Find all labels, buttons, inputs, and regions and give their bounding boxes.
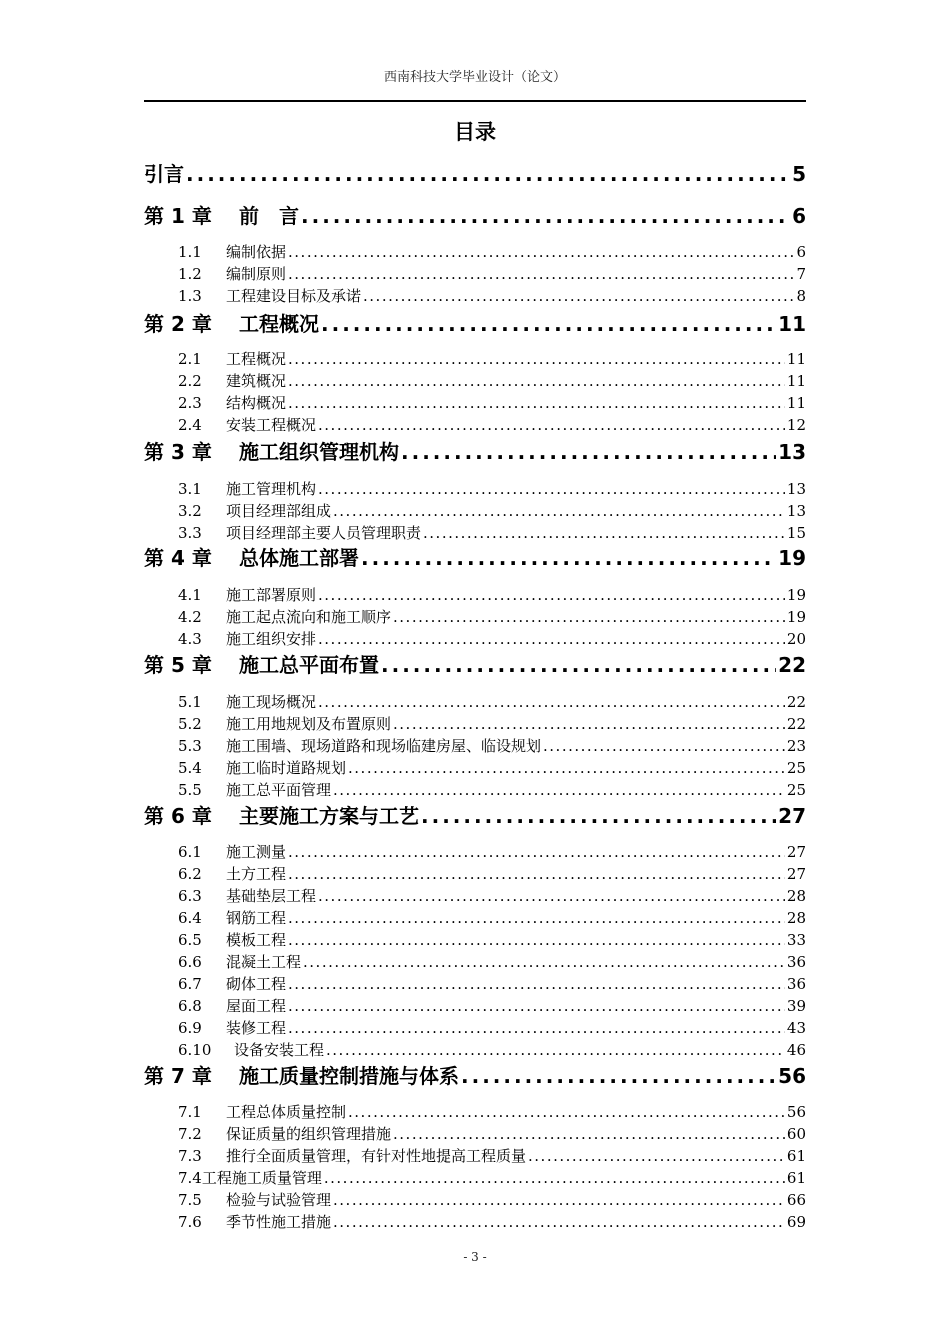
toc-entry-page: 19	[786, 608, 806, 626]
dot-leader	[318, 480, 785, 498]
toc-entry-page: 11	[786, 372, 806, 390]
toc-section-entry[interactable]	[144, 907, 806, 927]
toc-entry-page: 19	[786, 586, 806, 604]
toc-entry-title: 安装工程概况	[226, 416, 317, 434]
dot-leader	[321, 312, 776, 336]
toc-entry-number: 6.2	[178, 865, 202, 883]
toc-chapter-entry[interactable]	[144, 800, 806, 826]
dot-leader	[333, 1191, 785, 1209]
toc-entry-title: 保证质量的组织管理措施	[226, 1125, 392, 1143]
toc-entry-number: 4.2	[178, 608, 202, 626]
toc-entry-heading	[144, 542, 359, 571]
toc-section-entry[interactable]	[144, 995, 806, 1015]
toc-entry-title: 季节性施工措施	[226, 1213, 332, 1231]
toc-entry-number: 2.1	[178, 350, 202, 368]
page-number: - 3 -	[463, 1250, 487, 1264]
toc-entry-page: 27	[786, 843, 806, 861]
toc-section-entry[interactable]	[144, 370, 806, 390]
toc-entry-number: 1.2	[178, 265, 202, 283]
toc-entry-heading	[144, 929, 286, 950]
toc-entry-title: 工程总体质量控制	[226, 1103, 347, 1121]
dot-leader	[186, 162, 790, 186]
toc-entry-number: 3.2	[178, 502, 202, 520]
toc-entry-number: 第 5 章	[144, 653, 212, 677]
toc-entry-heading	[144, 691, 316, 712]
toc-section-entry[interactable]	[144, 973, 806, 993]
toc-section-entry[interactable]	[144, 779, 806, 799]
dot-leader	[288, 372, 785, 390]
dot-leader	[288, 931, 785, 949]
toc-entry-title: 砌体工程	[226, 975, 287, 993]
toc-entry-title: 项目经理部组成	[226, 502, 332, 520]
dot-leader	[318, 630, 785, 648]
toc-entry-heading	[144, 1167, 322, 1188]
dot-leader	[421, 804, 776, 828]
toc-entry-number: 2.2	[178, 372, 202, 390]
toc-section-entry[interactable]	[144, 735, 806, 755]
dot-leader	[423, 524, 785, 542]
toc-entry-page: 22	[786, 693, 806, 711]
toc-entry-heading	[144, 1145, 526, 1166]
toc-entry-heading	[144, 263, 286, 284]
toc-section-entry[interactable]	[144, 522, 806, 542]
dot-leader	[318, 416, 785, 434]
toc-entry-page: 13	[786, 502, 806, 520]
toc-entry-heading	[144, 158, 184, 187]
toc-entry-title: 施工围墙、现场道路和现场临建房屋、临设规划	[226, 737, 542, 755]
toc-entry-title: 工程概况	[226, 350, 287, 368]
toc-entry-heading	[144, 907, 286, 928]
toc-entry-heading	[144, 1039, 324, 1060]
toc-entry-page: 13	[786, 480, 806, 498]
dot-leader	[288, 243, 794, 261]
dot-leader	[393, 715, 785, 733]
toc-entry-title: 项目经理部主要人员管理职责	[226, 524, 422, 542]
toc-entry-title: 模板工程	[226, 931, 287, 949]
toc-entry-number: 7.4	[178, 1169, 202, 1187]
toc-entry-page: 36	[786, 953, 806, 971]
toc-section-entry[interactable]	[144, 713, 806, 733]
toc-entry-title: 施工临时道路规划	[226, 759, 347, 777]
toc-entry-heading	[144, 370, 286, 391]
toc-entry-number: 2.4	[178, 416, 202, 434]
toc-entry-number: 5.3	[178, 737, 202, 755]
toc-entry-page: 36	[786, 975, 806, 993]
toc-entry-page: 12	[786, 416, 806, 434]
toc-entry-heading	[144, 1101, 346, 1122]
toc-entry-heading	[144, 1017, 286, 1038]
toc-entry-number: 6.7	[178, 975, 202, 993]
toc-section-entry[interactable]	[144, 348, 806, 368]
toc-entry-number: 第 4 章	[144, 546, 212, 570]
toc-section-entry[interactable]	[144, 841, 806, 861]
toc-entry-heading	[144, 841, 286, 862]
toc-entry-heading	[144, 951, 301, 972]
dot-leader	[318, 693, 785, 711]
toc-entry-page: 61	[786, 1169, 806, 1187]
toc-entry-number: 6.5	[178, 931, 202, 949]
toc-entry-heading	[144, 757, 346, 778]
toc-entry-title: 施工起点流向和施工顺序	[226, 608, 392, 626]
dot-leader	[288, 865, 785, 883]
toc-entry-heading	[144, 863, 286, 884]
dot-leader	[543, 737, 785, 755]
toc-entry-heading	[144, 713, 391, 734]
toc-entry-page: 19	[778, 546, 806, 570]
toc-entry-page: 11	[786, 394, 806, 412]
toc-entry-title: 前 言	[239, 204, 299, 228]
toc-entry-page: 27	[786, 865, 806, 883]
toc-entry-title: 设备安装工程	[234, 1041, 325, 1059]
dot-leader	[324, 1169, 785, 1187]
toc-entry-heading	[144, 308, 319, 337]
toc-section-entry[interactable]	[144, 951, 806, 971]
toc-entry-page: 69	[786, 1213, 806, 1231]
toc-entry-title: 施工总平面布置	[239, 653, 379, 677]
toc-section-entry[interactable]	[144, 929, 806, 949]
toc-entry-heading	[144, 628, 316, 649]
toc-entry-page: 11	[778, 312, 806, 336]
dot-leader	[401, 440, 776, 464]
toc-entry-number: 7.2	[178, 1125, 202, 1143]
toc-entry-heading	[144, 649, 379, 678]
toc-entry-number: 第 1 章	[144, 204, 212, 228]
toc-entry-title: 施工组织管理机构	[239, 440, 399, 464]
toc-entry-page: 22	[786, 715, 806, 733]
dot-leader	[326, 1041, 785, 1059]
toc-section-entry[interactable]	[144, 885, 806, 905]
toc-entry-heading	[144, 606, 391, 627]
dot-leader	[333, 1213, 785, 1231]
toc-entry-number: 7.5	[178, 1191, 202, 1209]
toc-section-entry[interactable]	[144, 1167, 806, 1187]
toc-entry-page: 6	[796, 243, 806, 261]
toc-entry-heading	[144, 348, 286, 369]
toc-entry-number: 6.4	[178, 909, 202, 927]
toc-entry-number: 5.1	[178, 693, 202, 711]
toc-entry-number: 6.6	[178, 953, 202, 971]
toc-section-entry[interactable]	[144, 478, 806, 498]
dot-leader	[288, 843, 785, 861]
toc-entry-heading	[144, 735, 541, 756]
toc-entry-title: 检验与试验管理	[226, 1191, 332, 1209]
toc-section-entry[interactable]	[144, 1189, 806, 1209]
toc-entry-page: 56	[786, 1103, 806, 1121]
toc-section-entry[interactable]	[144, 1211, 806, 1231]
toc-section-entry[interactable]	[144, 1017, 806, 1037]
toc-entry-title: 施工用地规划及布置原则	[226, 715, 392, 733]
header-rule	[144, 100, 806, 102]
toc-entry-title: 推行全面质量管理，有针对性地提高工程质量	[226, 1147, 527, 1165]
toc-entry-title: 引言	[144, 162, 184, 186]
toc-entry-number: 3.3	[178, 524, 202, 542]
toc-entry-page: 7	[796, 265, 806, 283]
toc-section-entry[interactable]	[144, 1145, 806, 1165]
toc-entry-page: 61	[786, 1147, 806, 1165]
toc-entry-heading	[144, 1189, 331, 1210]
dot-leader	[288, 265, 794, 283]
toc-section-entry[interactable]	[144, 606, 806, 626]
toc-entry-heading	[144, 584, 316, 605]
toc-entry-heading	[144, 973, 286, 994]
toc-chapter-entry[interactable]	[144, 542, 806, 568]
toc-entry-title: 编制依据	[226, 243, 287, 261]
toc-entry-title: 基础垫层工程	[226, 887, 317, 905]
toc-entry-heading	[144, 779, 331, 800]
toc-section-entry[interactable]	[144, 500, 806, 520]
toc-entry-heading	[144, 436, 399, 465]
toc-entry-heading	[144, 1060, 459, 1089]
toc-entry-heading	[144, 1123, 391, 1144]
toc-entry-title: 工程概况	[239, 312, 319, 336]
toc-entry-heading	[144, 500, 331, 521]
toc-section-entry[interactable]	[144, 863, 806, 883]
dot-leader	[528, 1147, 785, 1165]
toc-chapter-entry[interactable]	[144, 158, 806, 184]
toc-entry-page: 28	[786, 887, 806, 905]
dot-leader	[461, 1064, 776, 1088]
toc-entry-heading	[144, 414, 316, 435]
toc-section-entry[interactable]	[144, 757, 806, 777]
toc-entry-page: 22	[778, 653, 806, 677]
toc-section-entry[interactable]	[144, 1101, 806, 1121]
toc-entry-title: 屋面工程	[226, 997, 287, 1015]
toc-section-entry[interactable]	[144, 691, 806, 711]
toc-entry-page: 6	[792, 204, 806, 228]
toc-entry-title: 施工部署原则	[226, 586, 317, 604]
toc-entry-number: 7.3	[178, 1147, 202, 1165]
toc-chapter-entry[interactable]	[144, 649, 806, 675]
toc-entry-page: 56	[778, 1064, 806, 1088]
dot-leader	[348, 1103, 785, 1121]
dot-leader	[303, 953, 785, 971]
toc-entry-title: 装修工程	[226, 1019, 287, 1037]
toc-entry-title: 编制原则	[226, 265, 287, 283]
toc-entry-number: 5.5	[178, 781, 202, 799]
toc-entry-page: 25	[786, 759, 806, 777]
toc-entry-page: 66	[786, 1191, 806, 1209]
toc-entry-page: 23	[786, 737, 806, 755]
toc-entry-heading	[144, 241, 286, 262]
toc-section-entry[interactable]	[144, 628, 806, 648]
toc-entry-number: 第 6 章	[144, 804, 212, 828]
toc-entry-title: 工程建设目标及承诺	[226, 287, 362, 305]
toc-entry-number: 4.3	[178, 630, 202, 648]
running-header: 西南科技大学毕业设计（论文）	[383, 70, 566, 85]
toc-section-entry[interactable]	[144, 1039, 806, 1059]
toc-entry-heading	[144, 1211, 331, 1232]
toc-entry-heading	[144, 285, 361, 306]
dot-leader	[288, 1019, 785, 1037]
toc-section-entry[interactable]	[144, 285, 806, 305]
toc-entry-page: 33	[786, 931, 806, 949]
toc-entry-title: 施工测量	[226, 843, 287, 861]
toc-entry-page: 43	[786, 1019, 806, 1037]
dot-leader	[288, 997, 785, 1015]
toc-entry-title: 土方工程	[226, 865, 287, 883]
toc-entry-heading	[144, 800, 419, 829]
toc-entry-title: 施工组织安排	[226, 630, 317, 648]
toc-entry-number: 1.1	[178, 243, 202, 261]
toc-entry-page: 13	[778, 440, 806, 464]
toc-entry-page: 25	[786, 781, 806, 799]
toc-entry-number: 5.2	[178, 715, 202, 733]
dot-leader	[393, 1125, 785, 1143]
toc-section-entry[interactable]	[144, 241, 806, 261]
dot-leader	[288, 975, 785, 993]
toc-entry-title: 建筑概况	[226, 372, 287, 390]
toc-section-entry[interactable]	[144, 414, 806, 434]
toc-entry-number: 5.4	[178, 759, 202, 777]
toc-entry-title: 施工现场概况	[226, 693, 317, 711]
dot-leader	[318, 887, 785, 905]
toc-entry-heading	[144, 995, 286, 1016]
dot-leader	[288, 350, 785, 368]
toc-entry-number: 7.6	[178, 1213, 202, 1231]
toc-entry-number: 6.1	[178, 843, 202, 861]
toc-entry-number: 7.1	[178, 1103, 202, 1121]
dot-leader	[381, 653, 776, 677]
toc-section-entry[interactable]	[144, 392, 806, 412]
toc-entry-page: 5	[792, 162, 806, 186]
toc-entry-title: 总体施工部署	[239, 546, 359, 570]
dot-leader	[333, 502, 785, 520]
dot-leader	[363, 287, 794, 305]
toc-entry-heading	[144, 522, 421, 543]
toc-entry-page: 39	[786, 997, 806, 1015]
toc-entry-page: 28	[786, 909, 806, 927]
toc-chapter-entry[interactable]	[144, 436, 806, 462]
toc-entry-page: 46	[786, 1041, 806, 1059]
dot-leader	[288, 394, 785, 412]
toc-entry-title: 施工管理机构	[226, 480, 317, 498]
toc-entry-heading	[144, 392, 286, 413]
toc-entry-page: 15	[786, 524, 806, 542]
toc-entry-heading	[144, 200, 299, 229]
toc-entry-heading	[144, 885, 316, 906]
toc-title: 目录	[454, 120, 496, 144]
toc-entry-page: 11	[786, 350, 806, 368]
toc-entry-number: 6.3	[178, 887, 202, 905]
toc-entry-number: 6.10	[178, 1041, 212, 1059]
toc-entry-title: 钢筋工程	[226, 909, 287, 927]
toc-entry-number: 3.1	[178, 480, 202, 498]
toc-section-entry[interactable]	[144, 584, 806, 604]
toc-entry-number: 2.3	[178, 394, 202, 412]
toc-entry-page: 20	[786, 630, 806, 648]
toc-entry-number: 6.8	[178, 997, 202, 1015]
toc-entry-title: 混凝土工程	[226, 953, 302, 971]
toc-entry-number: 1.3	[178, 287, 202, 305]
toc-entry-page: 60	[786, 1125, 806, 1143]
dot-leader	[301, 204, 790, 228]
toc-entry-number: 4.1	[178, 586, 202, 604]
dot-leader	[333, 781, 785, 799]
toc-chapter-entry[interactable]	[144, 1060, 806, 1086]
toc-entry-page: 27	[778, 804, 806, 828]
toc-entry-title: 施工总平面管理	[226, 781, 332, 799]
toc-entry-page: 8	[796, 287, 806, 305]
toc-entry-number: 第 7 章	[144, 1064, 212, 1088]
dot-leader	[361, 546, 776, 570]
dot-leader	[393, 608, 785, 626]
toc-entry-title: 结构概况	[226, 394, 287, 412]
toc-chapter-entry[interactable]	[144, 308, 806, 334]
dot-leader	[288, 909, 785, 927]
toc-entry-title: 主要施工方案与工艺	[239, 804, 419, 828]
toc-entry-title: 施工质量控制措施与体系	[239, 1064, 459, 1088]
dot-leader	[318, 586, 785, 604]
toc-entry-heading	[144, 478, 316, 499]
toc-entry-number: 6.9	[178, 1019, 202, 1037]
toc-entry-number: 第 2 章	[144, 312, 212, 336]
dot-leader	[348, 759, 785, 777]
toc-entry-number: 第 3 章	[144, 440, 212, 464]
toc-section-entry[interactable]	[144, 1123, 806, 1143]
toc-section-entry[interactable]	[144, 263, 806, 283]
toc-chapter-entry[interactable]	[144, 200, 806, 226]
toc-entry-title: 工程施工质量管理	[201, 1169, 322, 1187]
